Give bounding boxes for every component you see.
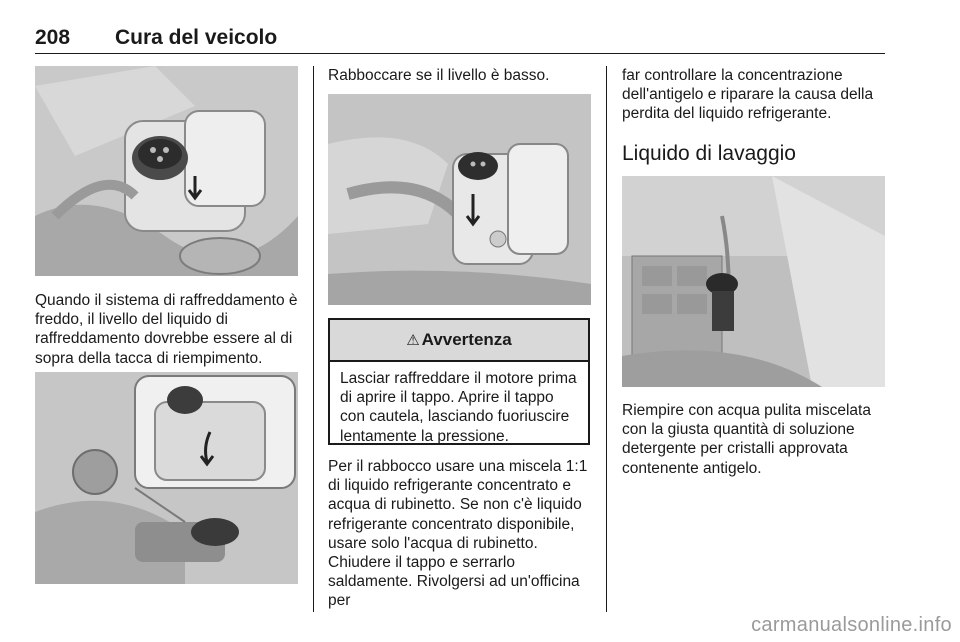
column-divider-2 — [606, 66, 607, 612]
column-divider-1 — [313, 66, 314, 612]
page-number: 208 — [35, 26, 71, 49]
warning-title: Avvertenza — [421, 330, 512, 349]
figure-coolant-cap — [328, 94, 591, 305]
warning-triangle-icon: ⚠ — [406, 332, 420, 349]
page-header — [35, 26, 885, 54]
heading-washer-fluid: Liquido di lavaggio — [622, 142, 796, 165]
header-rule — [35, 53, 885, 54]
warning-header — [330, 320, 588, 362]
section-title: Cura del veicolo — [115, 26, 278, 49]
paragraph-mixture: Per il rabbocco usare una miscela 1:1 di liquido refrigerante concentrato e acqua di rubinetto. Se non c'è liquido refrigerante concentrato disponibile, usare solo l'acqua di rubinetto. Chiudere il tappo e serrarlo saldamente. Rivolgersi ad un'officina per — [328, 458, 588, 610]
watermark: carmanualsonline.info — [751, 614, 952, 636]
paragraph-top-up: Rabboccare se il livello è basso. — [328, 67, 550, 84]
paragraph-coolant-level: Quando il sistema di raffreddamento è freddo, il livello del liquido di raffreddamento dovrebbe essere al di sopra della tacca di riempimento. — [35, 292, 298, 367]
figure-coolant-reservoir — [35, 66, 298, 276]
figure-coolant-reservoir-detail — [35, 372, 298, 584]
paragraph-washer-fill: Riempire con acqua pulita miscelata con la giusta quantità di soluzione detergente per cristalli approvata contenente antigelo. — [622, 402, 871, 477]
warning-text: Lasciar raffreddare il motore prima di aprire il tappo. Aprire il tappo con cautela, lasciando fuoriuscire lentamente la pressione. — [340, 370, 577, 445]
figure-washer-fluid-reservoir — [622, 176, 885, 387]
paragraph-continuation: far controllare la concentrazione dell'antigelo e riparare la causa della perdita del liquido refrigerante. — [622, 67, 874, 123]
warning-box — [328, 318, 590, 445]
